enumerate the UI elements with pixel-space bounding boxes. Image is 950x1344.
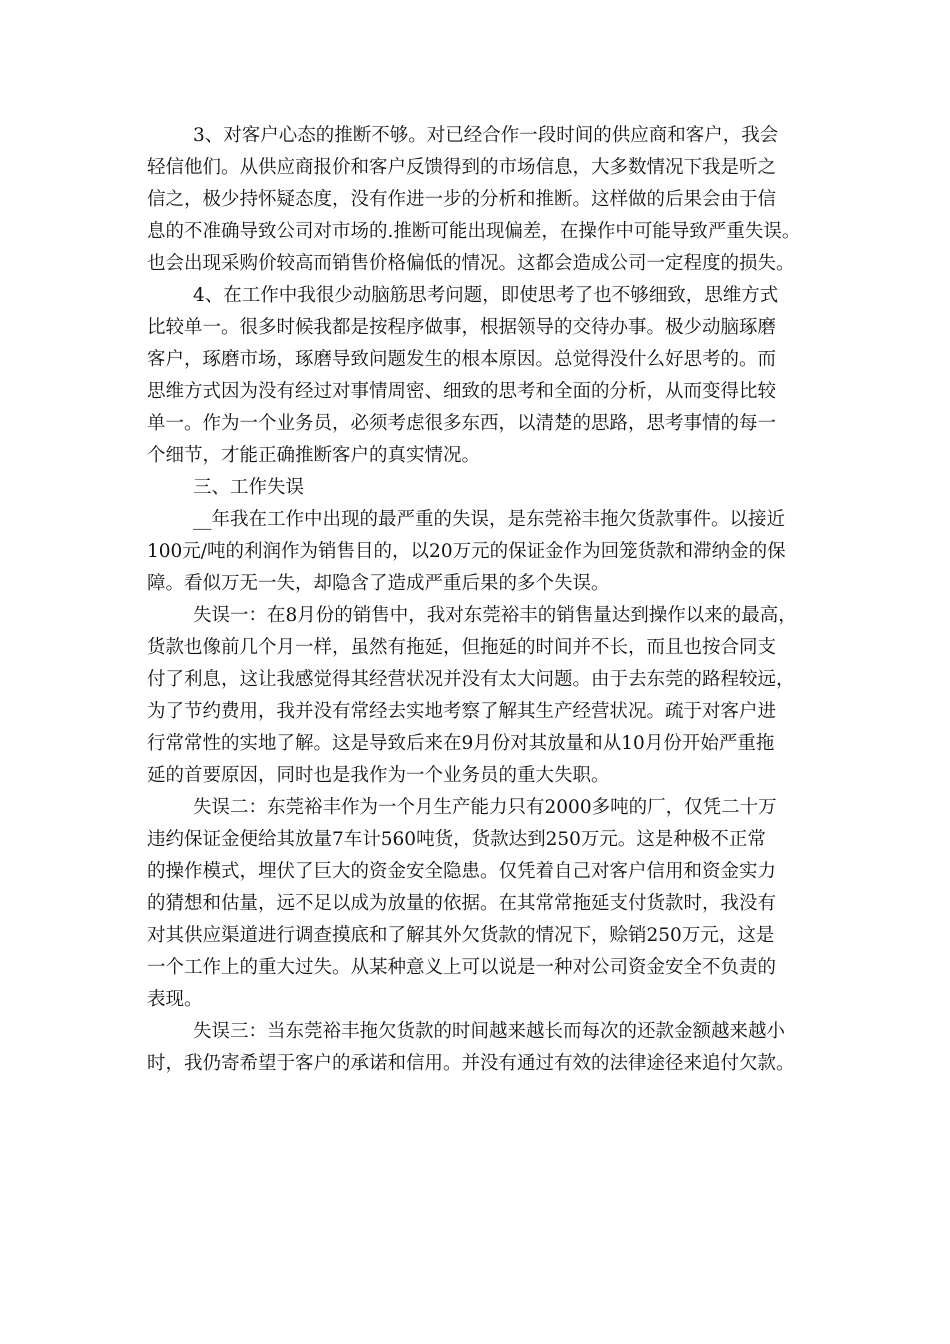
text-line: 表现。: [147, 989, 203, 1010]
text-line: 一个工作上的重大过失。从某种意义上可以说是一种对公司资金安全不负责的: [147, 957, 777, 978]
text-line: 息的不准确导致公司对市场的.推断可能出现偏差，在操作中可能导致严重失误。: [147, 221, 801, 242]
text-line: 100元/吨的利润作为销售目的，以20万元的保证金作为回笼货款和滞纳金的保: [147, 541, 786, 562]
text-line: 单一。作为一个业务员，必须考虑很多东西，以清楚的思路，思考事情的每一: [147, 413, 777, 434]
text-line: 时，我仍寄希望于客户的承诺和信用。并没有通过有效的法律途径来追付欠款。: [147, 1053, 795, 1074]
text-line: 障。看似万无一失，却隐含了造成严重后果的多个失误。: [147, 573, 610, 594]
text-line: 失误二：东莞裕丰作为一个月生产能力只有2000多吨的厂，仅凭二十万: [193, 797, 777, 818]
text-line: 轻信他们。从供应商报价和客户反馈得到的市场信息，大多数情况下我是听之: [147, 157, 777, 178]
text-line: 3、对客户心态的推断不够。对已经合作一段时间的供应商和客户，我会: [193, 125, 779, 146]
text-line: __年我在工作中出现的最严重的失误，是东莞裕丰拖欠货款事件。以接近: [193, 509, 786, 530]
text-line: 行常常性的实地了解。这是导致后来在9月份对其放量和从10月份开始严重拖: [147, 733, 775, 754]
section-heading: 三、工作失误: [193, 477, 305, 498]
text-line: 个细节，才能正确推断客户的真实情况。: [147, 445, 481, 466]
text-line: 客户，琢磨市场，琢磨导致问题发生的根本原因。总觉得没什么好思考的。而: [147, 349, 777, 370]
text-line: 付了利息，这让我感觉得其经营状况并没有太大问题。由于去东莞的路程较远，: [147, 669, 795, 690]
text-line: 的操作模式，埋伏了巨大的资金安全隐患。仅凭着自己对客户信用和资金实力: [147, 861, 777, 882]
text-line: 对其供应渠道进行调查摸底和了解其外欠货款的情况下，赊销250万元，这是: [147, 925, 775, 946]
text-line: 延的首要原因，同时也是我作为一个业务员的重大失职。: [147, 765, 610, 786]
text-line: 信之，极少持怀疑态度，没有作进一步的分析和推断。这样做的后果会由于信: [147, 189, 777, 210]
text-line: 比较单一。很多时候我都是按程序做事，根据领导的交待办事。极少动脑琢磨: [147, 317, 777, 338]
body-text: [147, 120, 807, 1080]
text-line: 4、在工作中我很少动脑筋思考问题，即使思考了也不够细致，思维方式: [193, 285, 779, 306]
text-line: 违约保证金便给其放量7车计560吨货，货款达到250万元。这是种极不正常: [147, 829, 766, 850]
text-line: 也会出现采购价较高而销售价格偏低的情况。这都会造成公司一定程度的损失。: [147, 253, 795, 274]
text-line: 失误三：当东莞裕丰拖欠货款的时间越来越长而每次的还款金额越来越小: [193, 1021, 786, 1042]
text-line: 失误一：在8月份的销售中，我对东莞裕丰的销售量达到操作以来的最高，: [193, 605, 797, 626]
text-line: 的猜想和估量，远不足以成为放量的依据。在其常常拖延支付货款时，我没有: [147, 893, 777, 914]
text-line: 思维方式因为没有经过对事情周密、细致的思考和全面的分析，从而变得比较: [147, 381, 777, 402]
text-line: 为了节约费用，我并没有常经去实地考察了解其生产经营状况。疏于对客户进: [147, 701, 777, 722]
text-line: 货款也像前几个月一样，虽然有拖延，但拖延的时间并不长，而且也按合同支: [147, 637, 777, 658]
